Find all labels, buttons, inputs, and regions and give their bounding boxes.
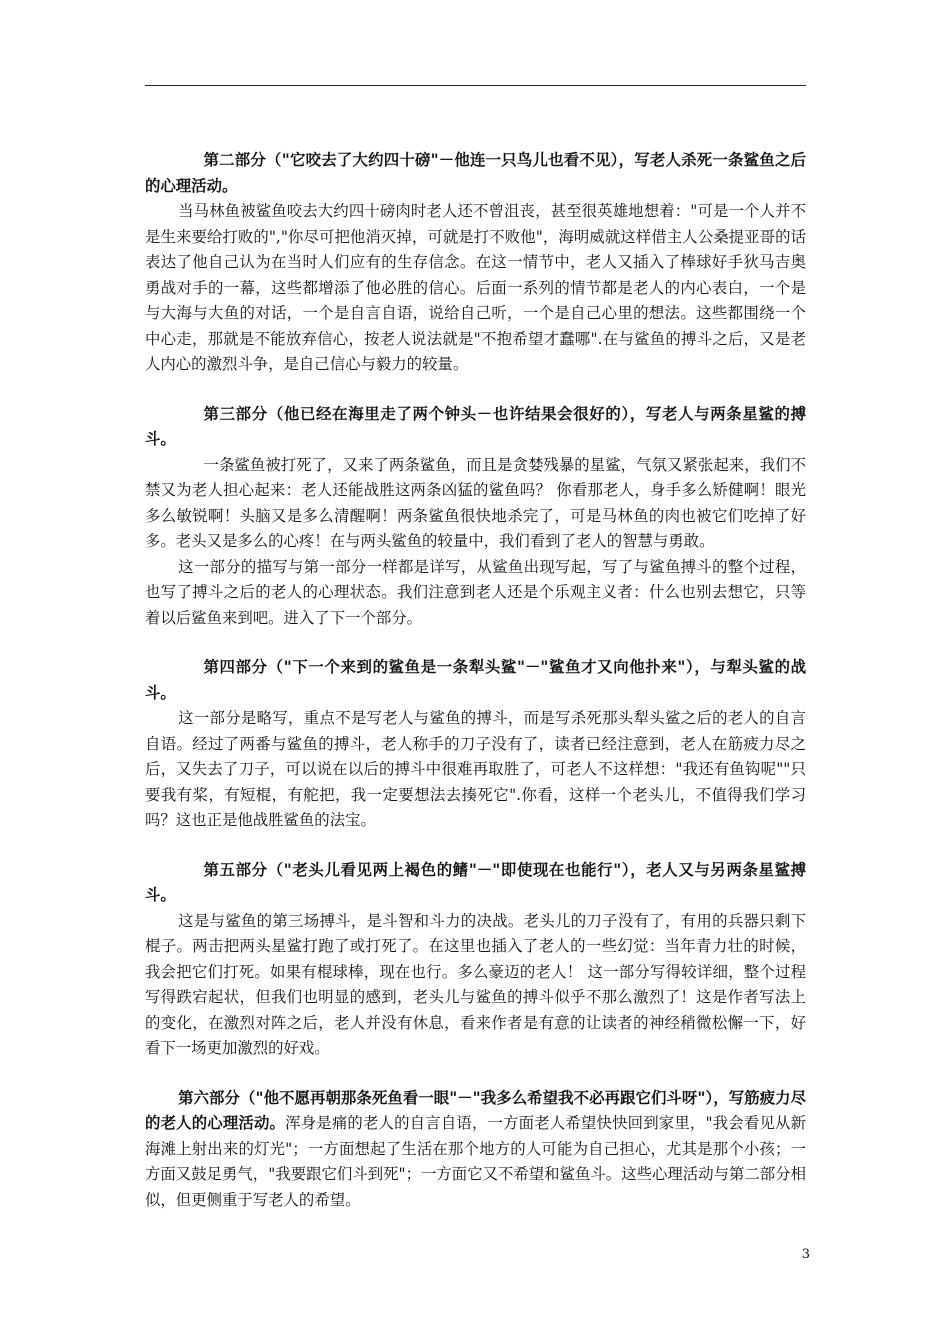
section-heading: 第三部分（他已经在海里走了两个钟头－也许结果会很好的），写老人与两条星鲨的搏斗。 [145,404,806,448]
section-part-3 [145,402,806,632]
section-heading: 第五部分（"老头儿看见两上褐色的鳍"－"即使现在也能行"），老人又与另两条星鲨搏斗。 [145,860,806,904]
header-rule [145,85,806,86]
section-paragraph: 这是与鲨鱼的第三场搏斗，是斗智和斗力的决战。老头儿的刀子没有了，有用的兵器只剩下棍子。两击把两头星鲨打跑了或打死了。在这里也插入了老人的一些幻觉：当年青力壮的时候，我会把它们打死。如果有棍球棒，现在也行。多么豪迈的老人！ 这一部分写得较详细，整个过程写得跌宕起状，但我们也明显的感到，老头儿与鲨鱼的搏斗似乎不那么激烈了！这是作者写法上的变化，在激烈对阵之后，老人并没有休息，看来作者是有意的让读者的神经稍微松懈一下，好看下一场更加激烈的好戏。 [145,911,806,1057]
section-paragraph: 这一部分的描写与第一部分一样都是详写，从鲨鱼出现写起，写了与鲨鱼搏斗的整个过程，也写了搏斗之后的老人的心理状态。我们注意到老人还是个乐观主义者：什么也别去想它，只等着以后鲨鱼来到吧。进入了下一个部分。 [145,557,806,627]
section-paragraph: 这一部分是略写，重点不是写老人与鲨鱼的搏斗，而是写杀死那头犁头鲨之后的老人的自言自语。经过了两番与鲨鱼的搏斗，老人称手的刀子没有了，读者已经注意到，老人在筋疲力尽之后，又失去了刀子，可以说在以后的搏斗中很难再取胜了，可老人不这样想："我还有鱼钩呢""只要我有桨，有短棍，有舵把，我一定要想法去揍死它".你看，这样一个老头儿，不值得我们学习吗？这也正是他战胜鲨鱼的法宝。 [145,709,806,829]
section-paragraph: 当马林鱼被鲨鱼咬去大约四十磅肉时老人还不曾沮丧，甚至很英雄地想着："可是一个人并不是生来要给打败的","你尽可把他消灭掉，可就是打不败他"，海明威就这样借主人公桑提亚哥的话表达了他自己认为在当时人们应有的生存信念。在这一情节中，老人又插入了棒球好手狄马吉奥勇战对手的一幕，这些都增添了他必胜的信心。后面一系列的情节都是老人的内心表白，一个是与大海与大鱼的对话，一个是自言自语，说给自己听，一个是自己心里的想法。这些都围绕一个中心走，那就是不能放弃信心，按老人说法就是"不抱希望才蠢哪".在与鲨鱼的搏斗之后，又是老人内心的激烈斗争，是自己信心与毅力的较量。 [145,202,806,373]
section-part-2 [145,148,806,378]
section-heading: 第四部分（"下一个来到的鲨鱼是一条犁头鲨"－"鲨鱼才又向他扑来"），与犁头鲨的战斗。 [145,658,806,702]
page-number: 3 [801,1247,810,1262]
section-part-6 [145,1086,806,1214]
section-paragraph [145,1086,806,1214]
section-body: 浑身是痛的老人的自言自语，一方面老人希望快快回到家里，"我会看见从新海滩上射出来的灯光"；一方面想起了生活在那个地方的人可能为自己担心，尤其是那个小孩；一方面又鼓足勇气，"我要跟它们斗到死"；一方面它又不希望和鲨鱼斗。这些心理活动与第二部分相似，但更侧重于写老人的希望。 [145,1114,806,1209]
section-part-4 [145,655,806,834]
section-heading: 第六部分（"他不愿再朝那条死鱼看一眼"－"我多么希望我不必再跟它们斗呀"），写筋疲力尽的老人的心理活动。 [145,1088,806,1132]
document-body [145,148,806,1237]
section-paragraph: 一条鲨鱼被打死了，又来了两条鲨鱼，而且是贪婪残暴的星鲨，气氛又紧张起来，我们不禁又为老人担心起来：老人还能战胜这两条凶猛的鲨鱼吗？ 你看那老人，身手多么矫健啊！眼光多么敏锐啊！头脑又是多么清醒啊！两条鲨鱼很快地杀完了，可是马林鱼的肉也被它们吃掉了好多。老头又是多么的心疼！在与两头鲨鱼的较量中，我们看到了老人的智慧与勇敢。 [145,455,806,550]
section-heading: 第二部分（"它咬去了大约四十磅"－他连一只鸟儿也看不见），写老人杀死一条鲨鱼之后的心理活动。 [145,151,806,195]
section-part-5 [145,858,806,1062]
